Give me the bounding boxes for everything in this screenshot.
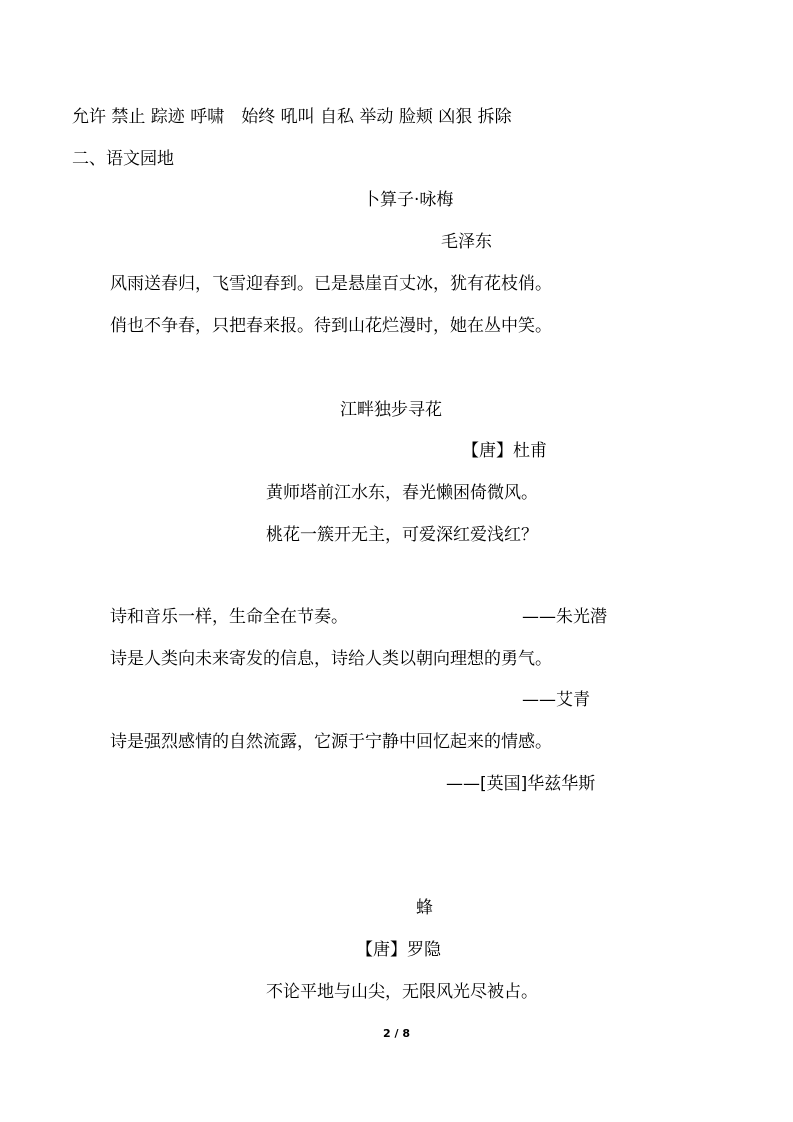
poem1-line: 俏也不争春，只把春来报。待到山花烂漫时，她在丛中笑。 [110,316,552,336]
poem1-author: 毛泽东 [441,232,492,252]
page-number: 2 / 8 [383,1027,410,1040]
poem2-line: 桃花一簇开无主，可爱深红爱浅红？ [266,525,538,545]
quote-text: 诗是强烈感情的自然流露，它源于宁静中回忆起来的情感。 [110,732,552,752]
quote-text: 诗是人类向未来寄发的信息，诗给人类以朝向理想的勇气。 [110,649,552,669]
poem3-title: 蜂 [416,898,433,918]
section-heading: 二、语文园地 [72,149,174,169]
poem2-title: 江畔独步寻花 [340,400,442,420]
poem3-line: 不论平地与山尖，无限风光尽被占。 [266,982,538,1002]
poem1-title: 卜算子·咏梅 [363,190,454,210]
vocabulary-line: 允许 禁止 踪迹 呼啸 始终 吼叫 自私 举动 脸颊 凶狠 拆除 [72,107,512,127]
quote-attribution: ——[英国]华兹华斯 [446,774,596,794]
quote-attribution: ——艾青 [522,690,590,710]
poem2-author: 【唐】杜甫 [462,441,547,461]
poem1-line: 风雨送春归，飞雪迎春到。已是悬崖百丈冰，犹有花枝俏。 [110,274,552,294]
poem2-line: 黄师塔前江水东，春光懒困倚微风。 [266,483,538,503]
poem3-author: 【唐】罗隐 [356,940,441,960]
quote-text: 诗和音乐一样，生命全在节奏。 [110,607,348,627]
quote-attribution: ——朱光潜 [522,607,607,627]
